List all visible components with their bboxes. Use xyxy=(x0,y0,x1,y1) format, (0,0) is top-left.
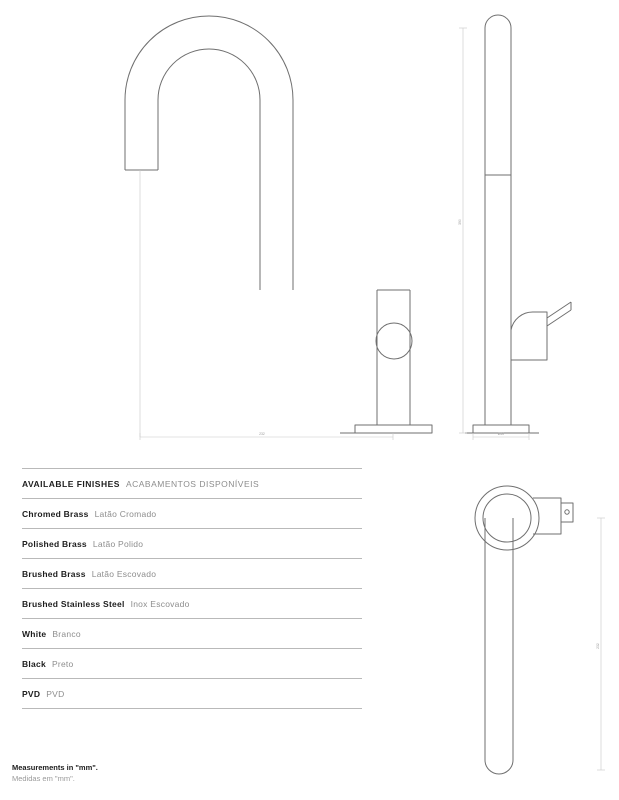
finish-label-pt: Inox Escovado xyxy=(130,598,190,609)
front-view-svg xyxy=(0,0,460,460)
finish-label-pt: Branco xyxy=(52,628,81,639)
finish-label-en: Black xyxy=(22,658,46,669)
finish-row-polished-brass xyxy=(22,529,362,559)
side-height-dimension: 390 xyxy=(458,219,462,225)
finish-label-pt: PVD xyxy=(46,688,65,699)
front-width-dimension: 232 xyxy=(259,432,265,436)
top-depth-dimension: 232 xyxy=(596,643,600,649)
side-view-drawing xyxy=(455,0,619,460)
finish-label-en: PVD xyxy=(22,688,41,699)
measurement-note-pt: Medidas em "mm". xyxy=(12,774,75,783)
available-finishes-table xyxy=(22,468,362,709)
finish-row-white xyxy=(22,619,362,649)
finish-row-brushed-brass xyxy=(22,559,362,589)
measurement-note-en: Measurements in "mm". xyxy=(12,763,98,772)
finishes-header-en: AVAILABLE FINISHES xyxy=(22,478,120,489)
top-view-drawing xyxy=(455,470,619,800)
finishes-header-pt: ACABAMENTOS DISPONÍVEIS xyxy=(125,478,260,489)
finish-label-en: White xyxy=(22,628,47,639)
finish-row-brushed-stainless-steel xyxy=(22,589,362,619)
finish-row-pvd xyxy=(22,679,362,709)
finish-row-chromed-brass xyxy=(22,499,362,529)
top-view-svg xyxy=(455,470,619,800)
finishes-header-row xyxy=(22,469,362,499)
finish-label-pt: Preto xyxy=(51,658,74,669)
finish-label-pt: Latão Cromado xyxy=(94,508,157,519)
side-base-dimension: Ø50 xyxy=(497,432,505,436)
finish-row-black xyxy=(22,649,362,679)
finish-label-en: Brushed Stainless Steel xyxy=(22,598,125,609)
finish-label-en: Chromed Brass xyxy=(22,508,89,519)
finish-label-pt: Latão Polido xyxy=(92,538,144,549)
side-view-svg xyxy=(455,0,619,460)
measurement-note xyxy=(12,762,98,784)
finish-label-en: Brushed Brass xyxy=(22,568,86,579)
finish-label-en: Polished Brass xyxy=(22,538,87,549)
finish-label-pt: Latão Escovado xyxy=(91,568,157,579)
